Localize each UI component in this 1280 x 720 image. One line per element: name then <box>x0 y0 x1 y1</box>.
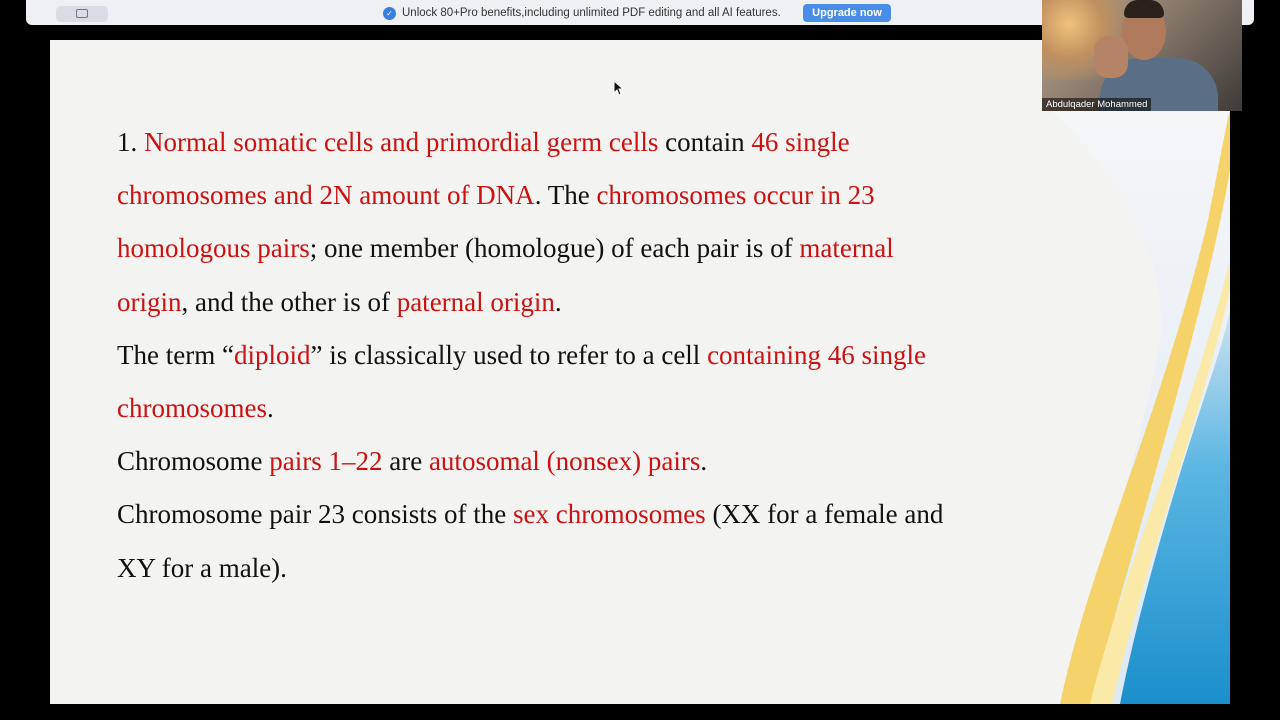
upgrade-now-button[interactable]: Upgrade now <box>803 4 891 22</box>
text-segment: . <box>266 393 274 424</box>
highlight-segment: diploid <box>233 339 311 370</box>
text-segment: , and the other is of <box>181 286 397 317</box>
promo-message <box>383 4 781 22</box>
text-segment: (XX for a female and XY for a male). <box>117 499 944 583</box>
text-segment: ; one member (homologue) of each pair is of <box>309 233 800 264</box>
highlight-segment: paternal origin <box>396 286 555 317</box>
paragraph-sex-chromosomes <box>117 488 957 594</box>
text-segment: contain <box>658 127 752 157</box>
highlight-segment: Normal somatic cells and primordial germ cells <box>144 127 659 157</box>
paragraph-somatic-cells <box>117 116 957 329</box>
text-segment: . <box>554 286 562 317</box>
highlight-segment: pairs 1–22 <box>269 446 383 477</box>
text-segment: . <box>700 446 708 477</box>
paragraph-diploid <box>117 329 957 435</box>
text-segment: are <box>382 446 429 477</box>
mouse-cursor-icon <box>613 80 623 96</box>
highlight-segment: chromosomes occur in 23 homologous pairs <box>117 180 875 264</box>
sidebar-toggle-button[interactable] <box>56 6 108 22</box>
paragraph-autosomal <box>117 435 957 488</box>
promo-text: Unlock 80+Pro benefits,including unlimited PDF editing and all AI features. <box>402 7 781 19</box>
webcam-video-tile[interactable] <box>1042 0 1242 111</box>
text-segment: ” is classically used to refer to a cell <box>310 339 708 370</box>
text-segment: Chromosome pair 23 consists of the <box>117 499 513 530</box>
highlight-segment: sex chromosomes <box>512 499 706 530</box>
text-segment: . The <box>534 180 597 211</box>
shield-badge-icon: ✓ <box>383 7 396 20</box>
text-segment: The term “ <box>117 339 234 370</box>
participant-name-label: Abdulqader Mohammed <box>1042 98 1151 111</box>
highlight-segment: maternal origin <box>117 233 894 317</box>
highlight-segment: containing 46 single chromosomes <box>117 339 927 424</box>
slide-text-body <box>117 116 957 595</box>
highlight-segment: autosomal (nonsex) pairs <box>428 446 701 477</box>
presenter-hair <box>1124 0 1164 18</box>
presentation-slide <box>50 40 1230 704</box>
sidebar-toggle-icon <box>76 9 88 18</box>
text-segment: Chromosome <box>117 446 270 477</box>
text-segment: 1. <box>117 127 144 157</box>
presenter-hand <box>1094 36 1128 78</box>
highlight-segment: 46 single chromosomes and 2N amount of DNA <box>117 127 850 211</box>
